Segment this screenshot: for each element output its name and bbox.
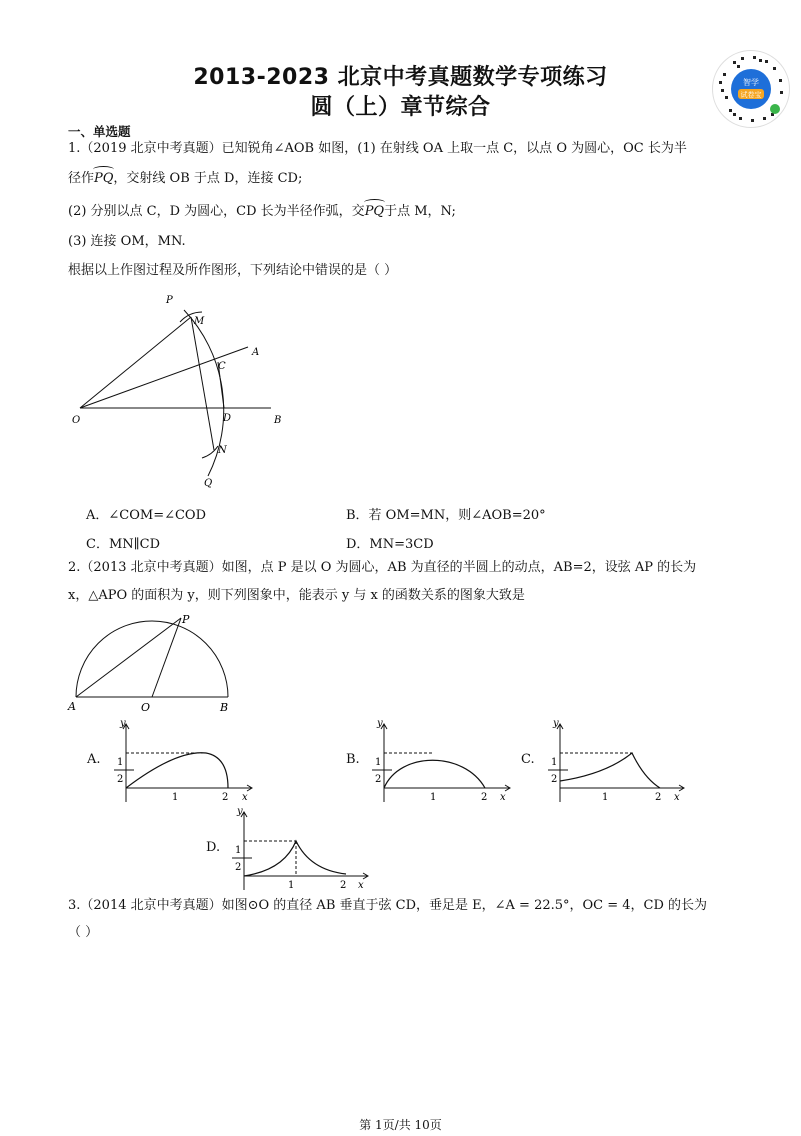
q3-line1: 3.（2014 北京中考真题）如图⊙O 的直径 AB 垂直于弦 CD，垂足是 E，∠A = 22.5°，OC = 4，CD 的长为 xyxy=(68,898,708,913)
q2-semicircle-figure xyxy=(64,610,244,715)
fig2-label-b: B xyxy=(220,701,229,714)
page-title-line2: 圆（上）章节综合 xyxy=(310,95,491,120)
graph-c-half-den: 2 xyxy=(551,774,558,785)
logo-bottom-text: 试卷宝 xyxy=(740,91,762,99)
fig1-label-o: O xyxy=(72,415,81,426)
graph-b-tick2: 2 xyxy=(481,792,488,803)
logo-top-text: 智学 xyxy=(743,78,759,87)
qr-code-icon xyxy=(713,51,789,127)
q1-line4: (3) 连接 OM，MN. xyxy=(68,234,186,249)
chord-ap xyxy=(76,618,181,697)
graph-a-tick2: 2 xyxy=(222,792,229,803)
q3-line2: （ ） xyxy=(68,925,99,940)
page-footer: 第 1页/共 10页 xyxy=(359,1118,442,1132)
graph-d-x-label: x xyxy=(358,880,364,891)
graph-a-half-num: 1 xyxy=(117,757,124,768)
graph-c-tick1: 1 xyxy=(602,792,609,803)
graph-b-tick1: 1 xyxy=(430,792,437,803)
q1-line3 xyxy=(68,203,456,221)
q1-option-a[interactable]: A．∠COM=∠COD xyxy=(86,508,207,523)
graph-c-y-label: y xyxy=(553,718,559,729)
q1-option-d[interactable]: D．MN=3CD xyxy=(346,537,434,552)
graph-b-half-den: 2 xyxy=(375,774,382,785)
graph-a-half-den: 2 xyxy=(117,774,124,785)
segment-mn xyxy=(191,317,214,450)
graph-d-tick2: 2 xyxy=(340,880,347,891)
fig1-label-p: P xyxy=(166,295,173,306)
graph-d-label[interactable]: D. xyxy=(206,840,221,855)
graph-d-half-num: 1 xyxy=(235,845,242,856)
fig1-label-q: Q xyxy=(204,478,213,489)
page-title-line1: 2013-2023 北京中考真题数学专项练习 xyxy=(193,65,608,90)
q1-line2 xyxy=(68,170,302,188)
q1-line3-post: 于点 M，N; xyxy=(384,204,456,219)
fig2-label-o: O xyxy=(141,701,151,714)
graph-a-label[interactable]: A. xyxy=(87,752,101,767)
section-heading: 一、单选题 xyxy=(68,124,131,139)
graph-b-label[interactable]: B. xyxy=(346,752,360,767)
graph-a-tick1: 1 xyxy=(172,792,179,803)
fig1-label-n: N xyxy=(218,445,227,456)
q2-line2: x，△APO 的面积为 y，则下列图象中，能表示 y 与 x 的函数关系的图象大致是 xyxy=(68,588,525,603)
q1-line5: 根据以上作图过程及所作图形，下列结论中错误的是（ ） xyxy=(68,263,398,278)
q1-figure xyxy=(66,290,296,490)
graph-d xyxy=(222,804,372,894)
fig1-label-m: M xyxy=(194,316,205,327)
segment-om xyxy=(80,317,191,408)
fig1-label-b: B xyxy=(274,415,282,426)
q1-option-b[interactable]: B．若 OM=MN，则∠AOB=20° xyxy=(346,508,546,523)
graph-b-x-label: x xyxy=(500,792,506,803)
graph-c-label[interactable]: C. xyxy=(521,752,535,767)
radius-op xyxy=(152,618,181,697)
q1-line2-post: ，交射线 OB 于点 D，连接 CD; xyxy=(113,171,303,186)
graph-a-x-label: x xyxy=(242,792,248,803)
graph-d-tick1: 1 xyxy=(288,880,295,891)
graph-c-tick2: 2 xyxy=(655,792,662,803)
q1-option-c[interactable]: C．MN∥CD xyxy=(86,537,161,552)
graph-b-half-num: 1 xyxy=(375,757,382,768)
graph-d-half-den: 2 xyxy=(235,862,242,873)
graph-c-x-label: x xyxy=(674,792,680,803)
q2-line1: 2.（2013 北京中考真题）如图，点 P 是以 O 为圆心，AB 为直径的半圆上的动点，AB=2，设弦 AP 的长为 xyxy=(68,560,697,575)
fig1-label-c: C xyxy=(218,361,226,372)
qr-code-logo xyxy=(712,50,790,128)
graph-c-half-num: 1 xyxy=(551,757,558,768)
fig2-label-p: P xyxy=(182,613,190,626)
graph-a xyxy=(106,716,256,806)
fig1-label-d: D xyxy=(223,413,232,424)
arc-n xyxy=(202,446,218,458)
fig2-label-a: A xyxy=(68,700,76,713)
q1-line3-pre: (2) 分别以点 C，D 为圆心，CD 长为半径作弧，交 xyxy=(68,204,365,219)
semicircle-arc xyxy=(76,621,228,697)
graph-c xyxy=(536,716,688,806)
graph-d-y-label: y xyxy=(237,806,243,817)
arc-pq-label-2: PQ xyxy=(364,204,385,219)
arc-pq-label: PQ xyxy=(94,171,114,186)
q1-line1: 1.（2019 北京中考真题）已知锐角∠AOB 如图，(1) 在射线 OA 上取一点 C，以点 O 为圆心，OC 长为半 xyxy=(68,141,687,156)
graph-a-y-label: y xyxy=(120,718,126,729)
q1-line2-pre: 径作 xyxy=(68,171,95,186)
graph-b-y-label: y xyxy=(377,718,383,729)
graph-b xyxy=(360,716,515,806)
fig1-label-a: A xyxy=(252,347,260,358)
